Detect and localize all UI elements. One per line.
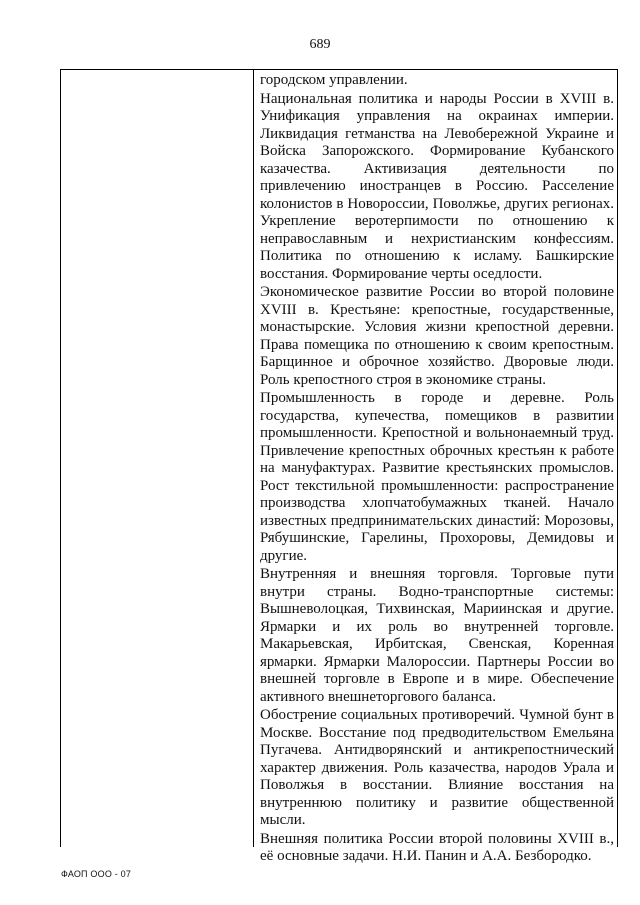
paragraph-foreign-policy: Внешняя политика России второй половины XVIII в., её основные задачи. Н.И. Панин и А.А. Безбородко. <box>260 830 614 864</box>
curriculum-table <box>60 69 618 864</box>
paragraph-social-conflicts: Обострение социальных противоречий. Чумной бунт в Москве. Восстание под предводительством Емельяна Пугачева. Антидворянский и антикрепостнический характер движения. Роль казачества, народов Урала и Поволжья в восстании. Влияние восстания на внутреннюю политику и развитие общественной мысли. <box>260 707 614 828</box>
paragraph-continuation: городском управлении. <box>260 72 408 88</box>
table-content-column <box>260 72 614 867</box>
paragraph-economic-development: Экономическое развитие России во второй половине XVIII в. Крестьяне: крепостные, государственные, монастырские. Условия жизни крепостной деревни. Права помещика по отношению к своим крепостным. Барщинное и оброчное хозяйство. Дворовые люди. Роль крепостного строя в экономике страны. <box>260 284 614 388</box>
page-number: 689 <box>309 37 331 52</box>
paragraph-trade: Внутренняя и внешняя торговля. Торговые пути внутри страны. Водно-транспортные системы: Вышневолоцкая, Тихвинская, Мариинская и другие. Ярмарки и их роль во внутренней торговле. Макарьевская, Ирбитская, Свенская, Коренная ярмарки. Ярмарки Малороссии. Партнеры России во внешней торговле в Европе и в мире. Обеспечение активного внешнеторгового баланса. <box>260 566 614 705</box>
table-left-column <box>61 70 254 847</box>
paragraph-industry: Промышленность в городе и деревне. Роль государства, купечества, помещиков в развитии промышленности. Крепостной и вольнонаемный труд. Привлечение крепостных оброчных крестьян к работе на мануфактурах. Развитие крестьянских промыслов. Рост текстильной промышленности: распространение производства хлопчатобумажных тканей. Начало известных предпринимательских династий: Морозовы, Рябушинские, Гарелины, Прохоровы, Демидовы и другие. <box>260 390 614 564</box>
paragraph-national-policy: Национальная политика и народы России в XVIII в. Унификация управления на окраинах империи. Ликвидация гетманства на Левобережной Украине и Войска Запорожского. Формирование Кубанского казачества. Активизация деятельности по привлечению иностранцев в Россию. Расселение колонистов в Новороссии, Поволжье, других регионах. Укрепление веротерпимости по отношению к неправославным и нехристианским конфессиям. Политика по отношению к исламу. Башкирские восстания. Формирование черты оседлости. <box>260 90 614 282</box>
footer-code: ФАОП ООО - 07 <box>61 869 132 879</box>
